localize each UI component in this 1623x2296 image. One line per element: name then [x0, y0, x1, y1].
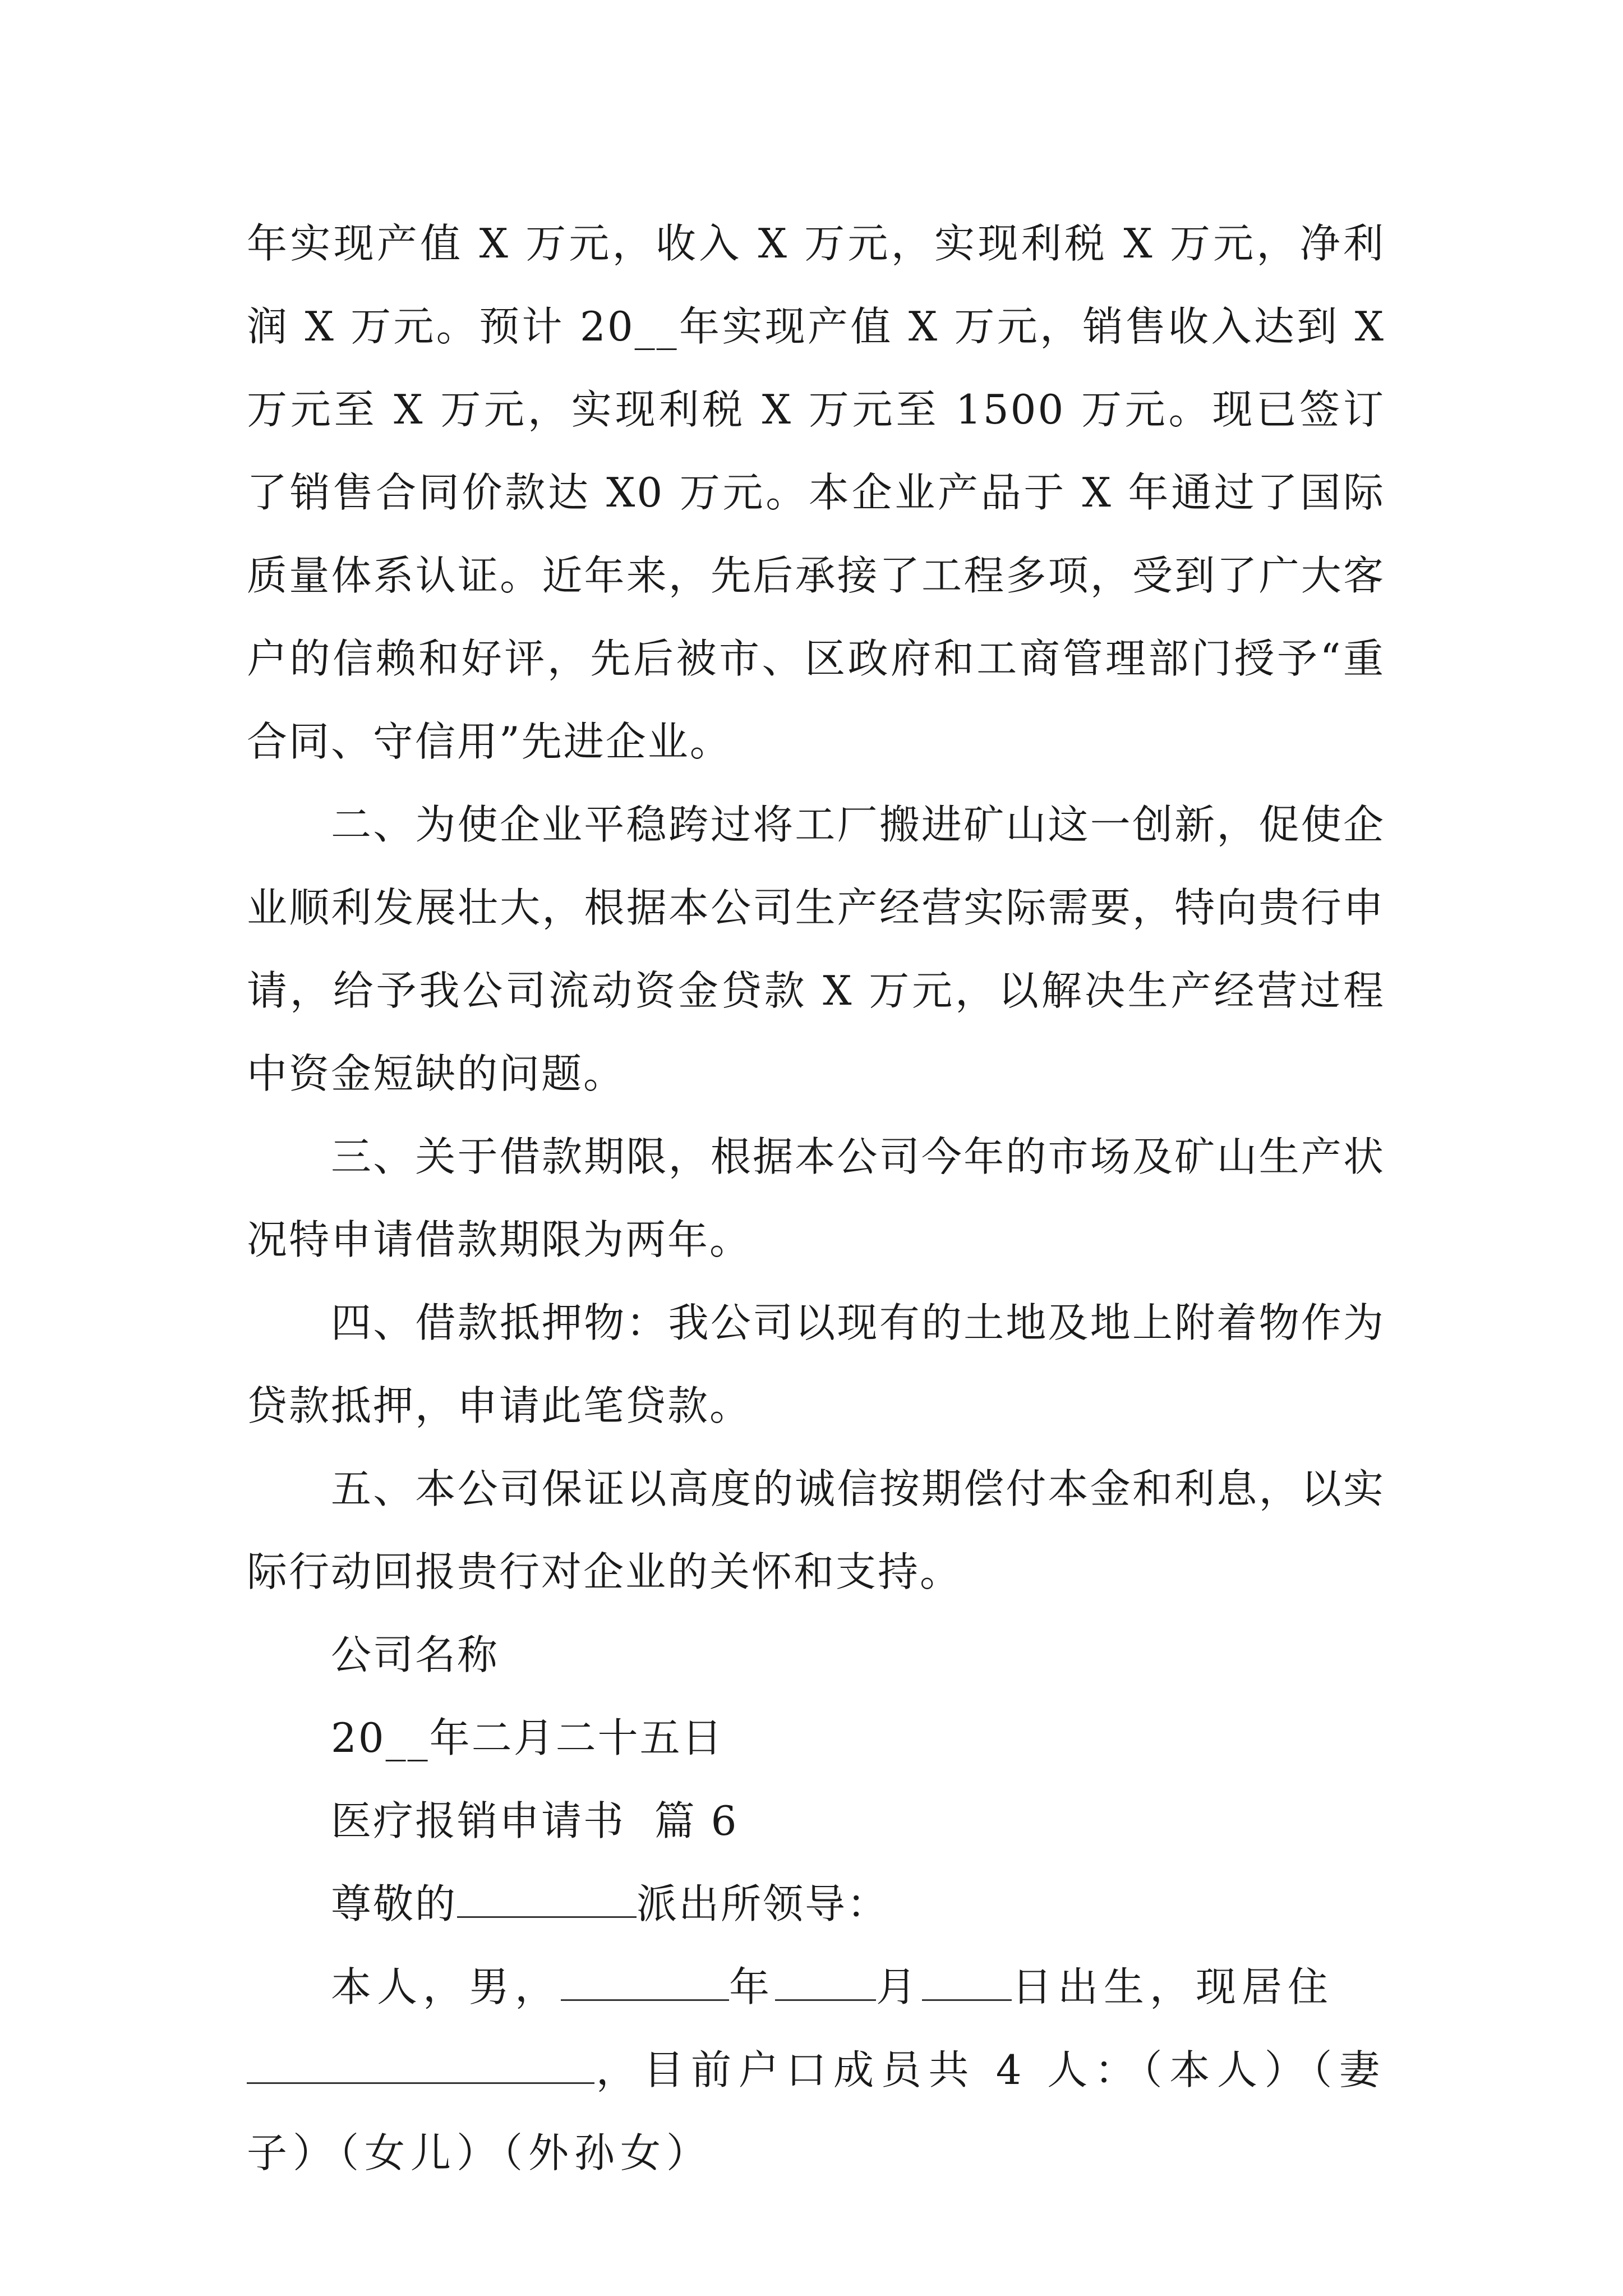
paragraph-company-performance: 年实现产值 X 万元，收入 X 万元，实现利税 X 万元，净利润 X 万元。预计 20__年实现产值 X 万元，销售收入达到 X 万元至 X 万元，实现利税 X 万元至 1500 万元。现已签订了销售合同价款达 X0 万元。本企业产品于 X 年通过了国际质量体系认证。近年来，先后承接了工程多项，受到了广大客户的信赖和好评，先后被市、区政府和工商管理部门授予“重合同、守信用”先进企业。: [247, 220, 1400, 765]
birth-month-blank: [775, 1966, 876, 2001]
birth-year-blank: [561, 1966, 729, 2001]
paragraph-collateral: 四、借款抵押物：我公司以现有的土地及地上附着物作为贷款抵押，申请此笔贷款。: [247, 1299, 1385, 1429]
paragraph-guarantee: 五、本公司保证以高度的诚信按期偿付本金和利息，以实际行动回报贵行对企业的关怀和支持。: [247, 1465, 1385, 1595]
paragraph-applicant-info: [247, 1945, 1385, 2194]
police-station-blank: [457, 1883, 637, 1918]
household-members: ，目前户口成员共 4 人：（本人）（妻子）（女儿）（外孙女）: [247, 2046, 1385, 2177]
salutation: [331, 1862, 1385, 1945]
applicant-intro: 本人，男，: [331, 1963, 561, 2010]
salutation-prefix: 尊敬的: [331, 1880, 458, 1927]
document-page: [247, 202, 1400, 2194]
day-label: 日出生，现居住: [1012, 1963, 1334, 2010]
letter-date: 20__年二月二十五日: [331, 1714, 724, 1761]
paragraph-loan-term: 三、关于借款期限，根据本公司今年的市场及矿山生产状况特申请借款期限为两年。: [247, 1133, 1385, 1263]
birth-day-blank: [922, 1966, 1012, 2001]
year-label: 年: [729, 1963, 776, 2010]
section-title: 医疗报销申请书 篇 6: [331, 1797, 739, 1844]
company-name: 公司名称: [331, 1631, 500, 1678]
address-blank: [247, 2049, 594, 2084]
paragraph-loan-request: 二、为使企业平稳跨过将工厂搬进矿山这一创新，促使企业顺利发展壮大，根据本公司生产经营实际需要，特向贵行申请，给予我公司流动资金贷款 X 万元，以解决生产经营过程中资金短缺的问题。: [247, 801, 1385, 1097]
salutation-suffix: 派出所领导：: [637, 1880, 889, 1927]
month-label: 月: [876, 1963, 923, 2010]
